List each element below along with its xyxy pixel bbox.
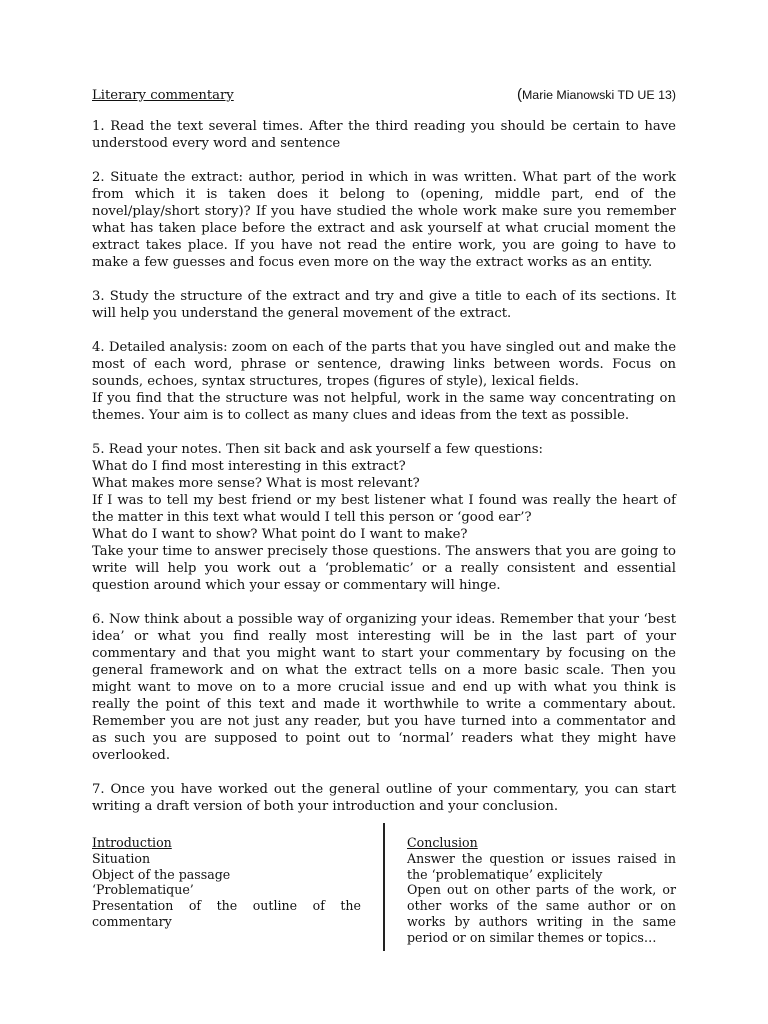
step-3 [92, 288, 676, 322]
step-4-text: 4. Detailed analysis: zoom on each of the parts that you have singled out and make the most of each word, phrase or sentence, drawing links between words. Focus on sounds, echoes, syntax structures, tropes (figures of style), lexical fields. [92, 340, 676, 389]
document-title: Literary commentary [92, 88, 234, 103]
step-5-intro: 5. Read your notes. Then sit back and ask yourself a few questions: [92, 442, 543, 457]
step-2-text: 2. Situate the extract: author, period in which in was written. What part of the work from which it is taken does it belong to (opening, middle part, end of the novel/play/short story)? If you have studied the whole work make sure you remember what has taken place before the extract and ask yourself at what crucial moment the extract takes place. If you have not read the entire work, you are going to have to make a few guesses and focus even more on the way the extract works as an entity. [92, 170, 676, 270]
steps-list [92, 118, 676, 815]
introduction-item: ‘Problematique’ [92, 882, 194, 898]
introduction-item: Object of the passage [92, 866, 231, 882]
step-1 [92, 118, 676, 152]
step-5-question-1: What do I find most interesting in this extract? [92, 459, 406, 474]
author-name: Marie Mianowski TD UE 13) [521, 88, 676, 102]
introduction-title: Introduction [92, 835, 172, 850]
step-1-text: 1. Read the text several times. After the third reading you should be certain to have understood every word and sentence [92, 119, 676, 151]
step-4-text-continued: If you find that the structure was not helpful, work in the same way concentrating on themes. Your aim is to collect as many clues and ideas from the text as possible. [92, 391, 676, 423]
conclusion-title: Conclusion [407, 835, 478, 850]
author-paren: ( [516, 86, 522, 103]
author-note [517, 86, 676, 104]
introduction-item: Situation [92, 850, 151, 866]
step-5-question-3: If I was to tell my best friend or my best listener what I found was really the heart of the matter in this text what would I tell this person or ‘good ear’? [92, 493, 676, 525]
column-divider [383, 823, 385, 951]
step-6-text: 6. Now think about a possible way of organizing your ideas. Remember that your ‘best idea’ or what you find really most interesting will be in the last part of your commentary and that you might want to start your commentary by focusing on the general framework and on what the extract tells on a more basic scale. Then you might want to move on to a more crucial issue and end up with what you think is really the point of this text and made it worthwhile to write a commentary about. Remember you are not just any reader, but you have turned into a commentator and as such you are supposed to point out to ‘normal’ readers what they might have overlooked. [92, 612, 676, 763]
introduction-column [92, 823, 361, 951]
header [92, 86, 676, 106]
step-5-advice: Take your time to answer precisely those questions. The answers that you are going to write will help you work out a ‘problematic’ or a really consistent and essential question around which your essay or commentary will hinge. [92, 544, 676, 593]
conclusion-item: Open out on other parts of the work, or other works of the same author or on works by authors writing in the same period or on similar themes or topics… [407, 882, 676, 945]
step-3-text: 3. Study the structure of the extract and try and give a title to each of its sections. It will help you understand the general movement of the extract. [92, 289, 676, 321]
step-2 [92, 169, 676, 271]
step-5-question-2: What makes more sense? What is most relevant? [92, 476, 420, 491]
step-5 [92, 441, 676, 594]
step-7-text: 7. Once you have worked out the general outline of your commentary, you can start writing a draft version of both your introduction and your conclusion. [92, 782, 676, 814]
conclusion-item: Answer the question or issues raised in the ‘problematique’ explicitely [407, 850, 676, 882]
conclusion-column [407, 823, 676, 951]
step-4 [92, 339, 676, 424]
step-5-question-4: What do I want to show? What point do I want to make? [92, 527, 468, 542]
step-7 [92, 781, 676, 815]
step-6 [92, 611, 676, 764]
introduction-item: Presentation of the outline of the commentary [92, 898, 361, 929]
outline-columns [92, 823, 676, 951]
